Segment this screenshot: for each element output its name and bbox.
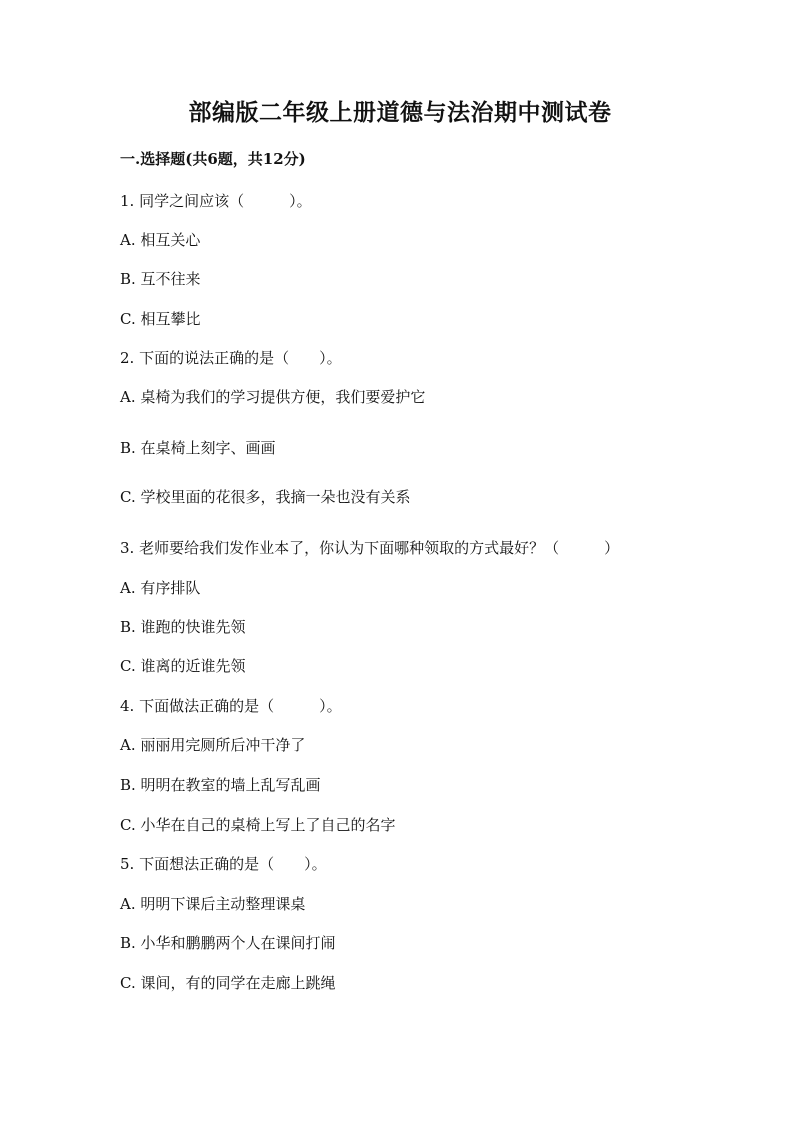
- option-c: C. 学校里面的花很多，我摘一朵也没有关系: [120, 488, 411, 506]
- option-c: C. 小华在自己的桌椅上写上了自己的名字: [120, 816, 396, 834]
- question-stem: 4. 下面做法正确的是（ ）。: [120, 697, 342, 715]
- option-b: B. 互不往来: [120, 270, 201, 288]
- question-stem: 1. 同学之间应该（ ）。: [120, 192, 312, 210]
- option-a: A. 有序排队: [120, 579, 201, 597]
- option-a: A. 丽丽用完厕所后冲干净了: [120, 736, 306, 754]
- question-stem: 3. 老师要给我们发作业本了，你认为下面哪种领取的方式最好？（ ）: [120, 539, 620, 557]
- option-b: B. 明明在教室的墙上乱写乱画: [120, 776, 321, 794]
- option-c: C. 课间，有的同学在走廊上跳绳: [120, 974, 336, 992]
- option-c: C. 谁离的近谁先领: [120, 657, 246, 675]
- option-b: B. 在桌椅上刻字、画画: [120, 439, 276, 457]
- option-a: A. 相互关心: [120, 231, 201, 249]
- option-a: A. 明明下课后主动整理课桌: [120, 895, 306, 913]
- page-title: 部编版二年级上册道德与法治期中测试卷: [188, 99, 612, 126]
- option-b: B. 谁跑的快谁先领: [120, 618, 246, 636]
- section-heading: 一.选择题(共6题，共12分): [120, 150, 306, 168]
- option-b: B. 小华和鹏鹏两个人在课间打闹: [120, 934, 336, 952]
- question-stem: 5. 下面想法正确的是（ ）。: [120, 855, 327, 873]
- option-a: A. 桌椅为我们的学习提供方便，我们要爱护它: [120, 388, 426, 406]
- question-stem: 2. 下面的说法正确的是（ ）。: [120, 349, 342, 367]
- option-c: C. 相互攀比: [120, 310, 201, 328]
